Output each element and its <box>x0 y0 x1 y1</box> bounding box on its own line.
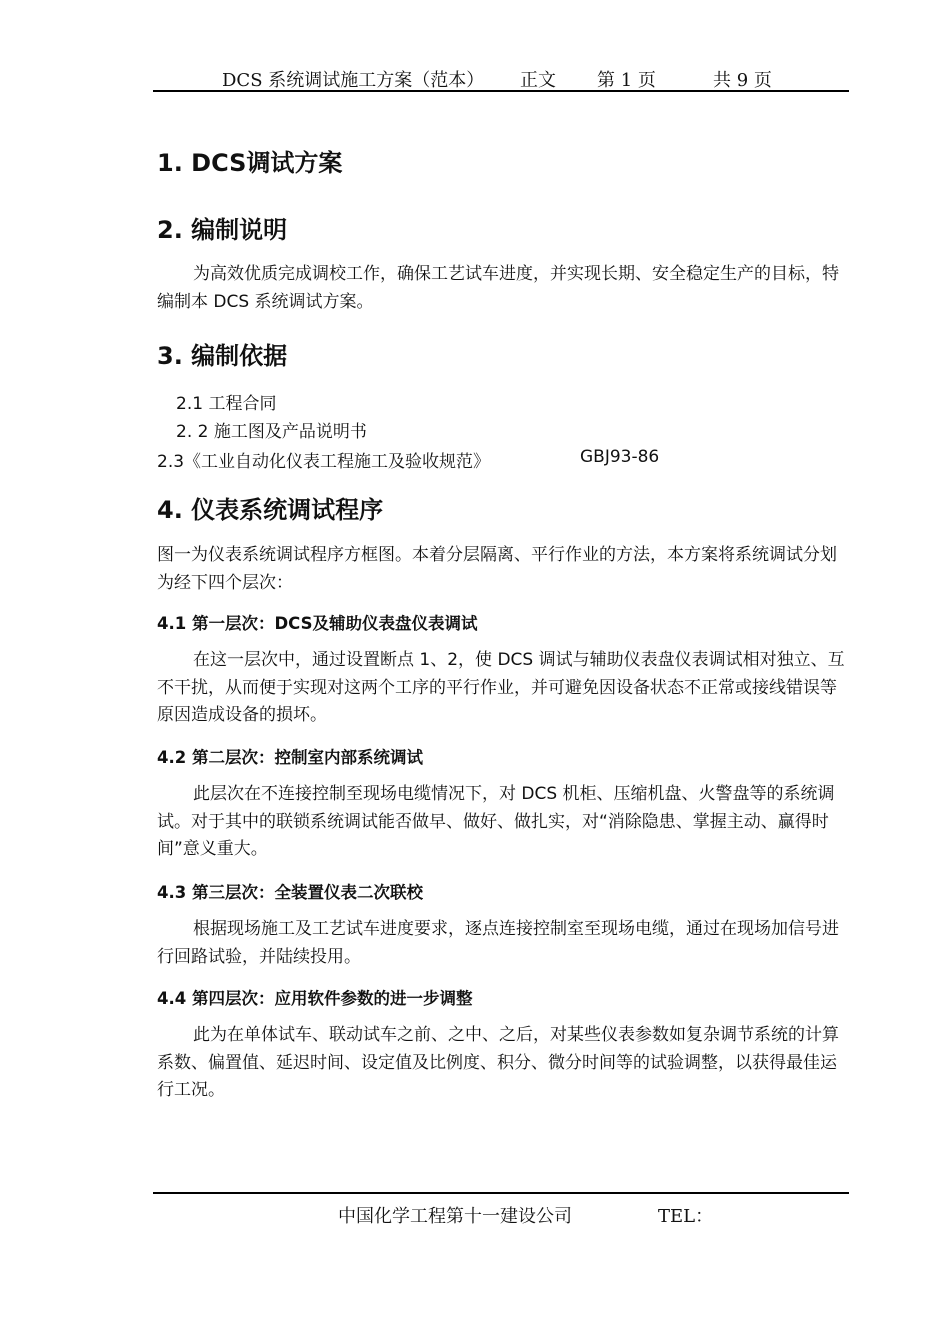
reference-item-3: 2.3《工业自动化仪表工程施工及验收规范》 <box>157 452 491 472</box>
header-rule <box>153 90 849 92</box>
heading-4: 4. 仪表系统调试程序 <box>157 496 384 524</box>
section-2-body: 为高效优质完成调校工作，确保工艺试车进度，并实现长期、安全稳定生产的目标，特编制本 DCS 系统调试方案。 <box>157 264 839 312</box>
header-page-number: 第 1 页 <box>597 70 656 91</box>
footer-rule <box>153 1192 849 1194</box>
heading-4-3: 4.3 第三层次：全装置仪表二次联校 <box>157 883 423 902</box>
section-4-3-body: 根据现场施工及工艺试车进度要求，逐点连接控制室至现场电缆，通过在现场加信号进行回路试验，并陆续投用。 <box>157 919 839 967</box>
heading-4-1: 4.1 第一层次：DCS及辅助仪表盘仪表调试 <box>157 614 478 633</box>
header-doc-title: DCS 系统调试施工方案（范本） <box>222 70 485 91</box>
reference-item-2: 2. 2 施工图及产品说明书 <box>176 422 367 442</box>
section-4-body: 图一为仪表系统调试程序方框图。本着分层隔离、平行作业的方法，本方案将系统调试分划为经下四个层次： <box>157 545 837 593</box>
footer-tel: TEL： <box>658 1206 714 1227</box>
section-4-1-body: 在这一层次中，通过设置断点 1、2，使 DCS 调试与辅助仪表盘仪表调试相对独立、互不干扰，从而便于实现对这两个工序的平行作业，并可避免因设备状态不正常或接线错误等原因造成设备的损坏。 <box>157 650 845 725</box>
heading-4-4: 4.4 第四层次：应用软件参数的进一步调整 <box>157 989 473 1008</box>
heading-4-2: 4.2 第二层次：控制室内部系统调试 <box>157 748 423 767</box>
reference-standard-code: GBJ93-86 <box>580 447 660 467</box>
header-section: 正文 <box>520 70 556 91</box>
section-4-2-body: 此层次在不连接控制至现场电缆情况下，对 DCS 机柜、压缩机盘、火警盘等的系统调试。对于其中的联锁系统调试能否做早、做好、做扎实，对“消除隐患、掌握主动、赢得时间”意义重大。 <box>157 784 835 859</box>
header-total-pages: 共 9 页 <box>713 70 772 91</box>
section-4-4-body: 此为在单体试车、联动试车之前、之中、之后，对某些仪表参数如复杂调节系统的计算系数、偏置值、延迟时间、设定值及比例度、积分、微分时间等的试验调整，以获得最佳运行工况。 <box>157 1025 839 1100</box>
page-header <box>153 60 849 92</box>
heading-2: 2. 编制说明 <box>157 216 288 244</box>
heading-3: 3. 编制依据 <box>157 342 288 370</box>
heading-1: 1. DCS调试方案 <box>157 149 343 177</box>
reference-item-1: 2.1 工程合同 <box>176 394 277 414</box>
footer-company: 中国化学工程第十一建设公司 <box>338 1206 572 1227</box>
